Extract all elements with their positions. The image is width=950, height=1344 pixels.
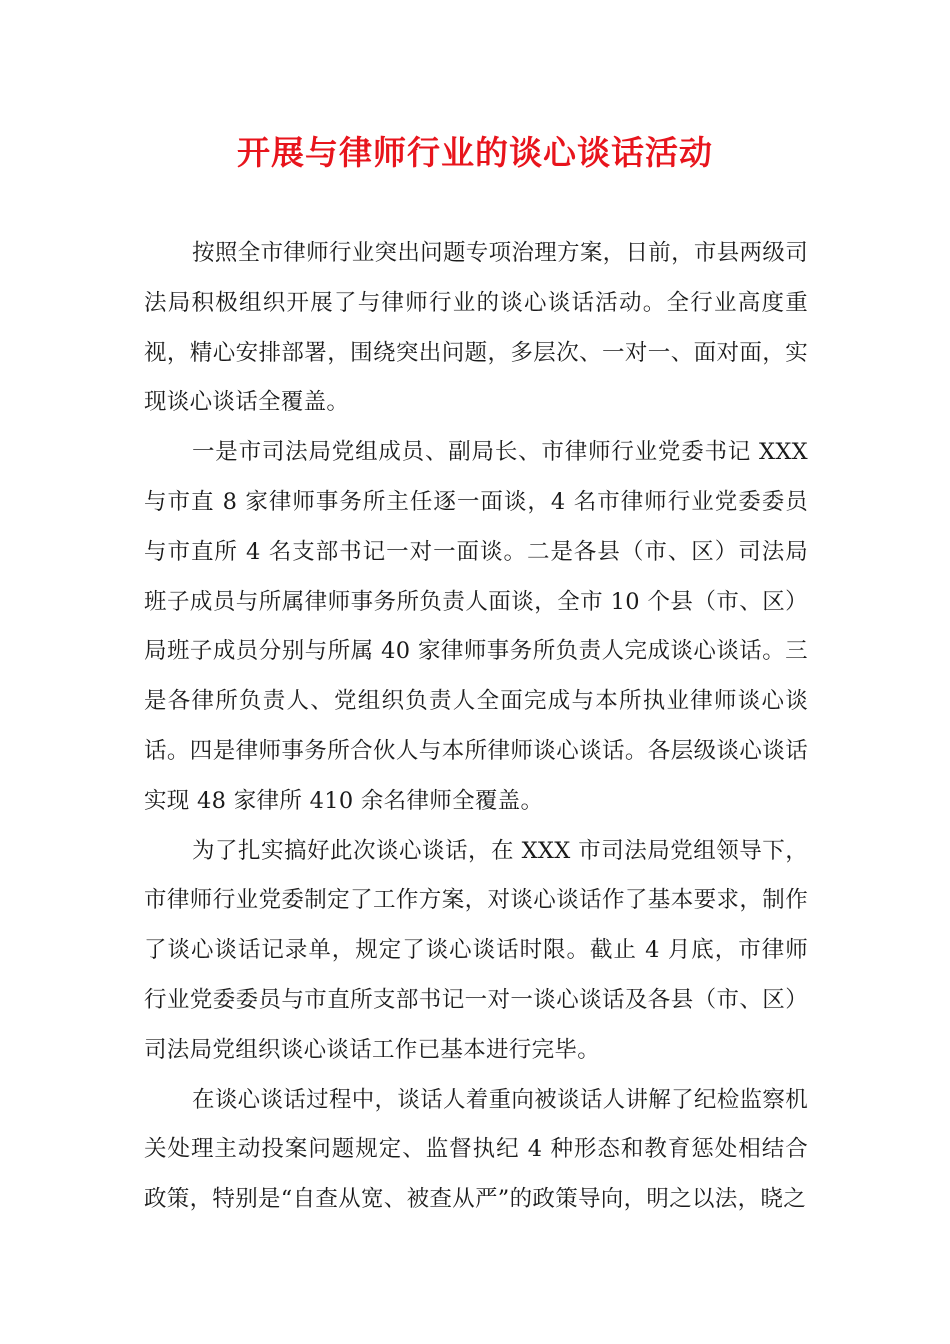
paragraph-intro: 按照全市律师行业突出问题专项治理方案，日前，市县两级司法局积极组织开展了与律师行业的谈心谈话活动。全行业高度重视，精心安排部署，围绕突出问题，多层次、一对一、面对面，实现谈心谈话全覆盖。 (144, 240, 808, 416)
paragraph-process: 在谈心谈话过程中，谈话人着重向被谈话人讲解了纪检监察机关处理主动投案问题规定、监督执纪 4 种形态和教育惩处相结合政策，特别是“自查从宽、被查从严”的政策导向，明之以法，晓之 (144, 1086, 808, 1213)
document-body (144, 229, 808, 1225)
paragraph-measures: 一是市司法局党组成员、副局长、市律师行业党委书记 XXX 与市直 8 家律师事务所主任逐一面谈，4 名市律师行业党委委员与市直所 4 名支部书记一对一面谈。二是各县（市、区）司法局班子成员与所属律师事务所负责人面谈，全市 10 个县（市、区）局班子成员分别与所属 40 家律师事务所负责人完成谈心谈话。三是各律所负责人、党组织负责人全面完成与本所执业律师谈心谈话。四是律师事务所合伙人与本所律师谈心谈话。各层级谈心谈话实现 48 家律所 410 余名律师全覆盖。 (144, 439, 808, 814)
paragraph-plan: 为了扎实搞好此次谈心谈话，在 XXX 市司法局党组领导下，市律师行业党委制定了工作方案，对谈心谈话作了基本要求，制作了谈心谈话记录单，规定了谈心谈话时限。截止 4 月底，市律师行业党委委员与市直所支部书记一对一谈心谈话及各县（市、区）司法局党组织谈心谈话工作已基本进行完毕。 (144, 837, 808, 1063)
document-title: 开展与律师行业的谈心谈话活动 (237, 133, 713, 172)
